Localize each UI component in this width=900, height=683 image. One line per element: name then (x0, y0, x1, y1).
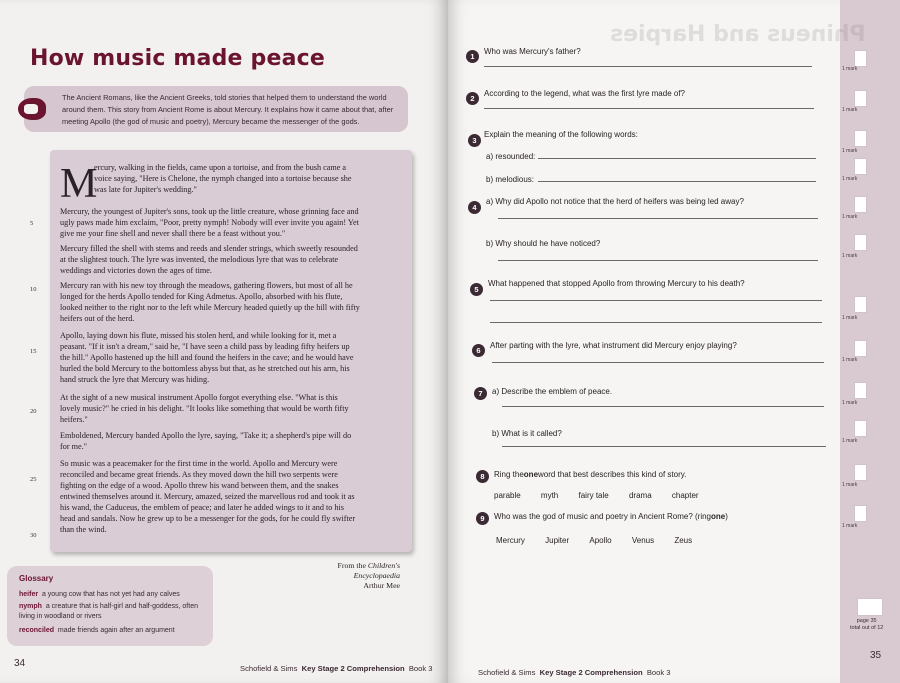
answer-line[interactable] (490, 322, 822, 323)
option-word[interactable]: parable (494, 491, 521, 500)
page-number: 34 (14, 658, 26, 669)
footer (478, 668, 671, 677)
page-number: 35 (870, 650, 882, 661)
mark-column (840, 0, 900, 683)
line-number: 30 (30, 532, 37, 539)
footer-book: Book 3 (646, 668, 671, 677)
total-page: page 35 (856, 618, 877, 624)
mark-box[interactable] (854, 196, 867, 213)
footer (240, 664, 433, 673)
question-9 (494, 512, 728, 521)
mark-label: 1 mark (842, 438, 858, 444)
answer-line[interactable] (538, 158, 816, 159)
option-word[interactable]: Apollo (589, 536, 612, 545)
mark-box[interactable] (854, 420, 867, 437)
question-text: Who was Mercury's father? (484, 47, 581, 56)
mark-label: 1 mark (842, 315, 858, 321)
mark-box[interactable] (854, 382, 867, 399)
page-title: How music made peace (30, 46, 326, 71)
mark-label: 1 mark (842, 148, 858, 154)
question-number: 6 (472, 344, 485, 357)
source-credit (290, 561, 400, 591)
question-number: 9 (476, 512, 489, 525)
question-text: word that best describes this kind of story. (538, 470, 687, 479)
option-word[interactable]: Zeus (674, 536, 693, 545)
question-emphasis: one (523, 470, 539, 479)
option-word[interactable]: Jupiter (545, 536, 570, 545)
footer-series: Key Stage 2 Comprehension (539, 668, 643, 677)
mark-label: 1 mark (842, 214, 858, 220)
mark-label: 1 mark (842, 482, 858, 488)
intro-text: The Ancient Romans, like the Ancient Greeks, told stories that helped them to understand the world around them. This story from Ancient Rome is about Mercury. It explains how it came about that, after meeting Apollo (the god of music and poetry), Mercury became the messenger of the gods. (62, 93, 394, 126)
answer-line[interactable] (498, 260, 818, 261)
answer-line[interactable] (498, 218, 818, 219)
mark-label: 1 mark (842, 253, 858, 259)
total-label (850, 618, 883, 632)
footer-book: Book 3 (408, 664, 433, 673)
intro-box (24, 86, 408, 132)
question-8 (494, 470, 686, 479)
answer-line[interactable] (502, 446, 826, 447)
mark-label: 1 mark (842, 66, 858, 72)
answer-line[interactable] (484, 66, 812, 67)
answer-line[interactable] (538, 181, 816, 182)
question-text: According to the legend, what was the first lyre made of? (484, 89, 685, 98)
question-emphasis: one (711, 512, 726, 521)
mark-box[interactable] (854, 464, 867, 481)
mark-label: 1 mark (842, 523, 858, 529)
drop-cap: M (60, 161, 98, 207)
show-through-heading: Phineus and Harpies (610, 22, 866, 47)
line-number: 10 (30, 286, 37, 293)
source-prefix: From the (337, 561, 368, 570)
mark-box[interactable] (854, 505, 867, 522)
question-7b: b) What is it called? (492, 429, 562, 438)
glossary-definition: a creature that is half-girl and half-goddess, often living in woodland or rivers (19, 603, 198, 620)
option-word[interactable]: myth (540, 491, 559, 500)
mark-box[interactable] (854, 158, 867, 175)
option-word[interactable]: chapter (671, 491, 699, 500)
glossary-definition: made friends again after an argument (57, 627, 175, 634)
story-paragraph: Mercury ran with his new toy through the meadows, gathering flowers, but most of all he longed for the herds Apollo tended for King Admetus. Apollo, absorbed with his flute, looked neither to the right nor to the left while Mercury headed quietly up the hill with fifty heifers out of the herd. (60, 281, 360, 323)
question-number: 8 (476, 470, 489, 483)
line-number: 15 (30, 348, 37, 355)
lyre-icon (18, 98, 46, 120)
story-panel (30, 150, 412, 552)
source-author: Arthur Mee (363, 581, 400, 590)
answer-line[interactable] (484, 108, 814, 109)
story-paragraph: Emboldened, Mercury handed Apollo the lyre, saying, "Take it; a shepherd's pipe will do for me." (60, 431, 352, 451)
glossary-item (19, 590, 209, 600)
left-page (0, 0, 448, 683)
question-3b: b) melodious: (486, 175, 535, 184)
answer-line[interactable] (502, 406, 824, 407)
glossary-term: heifer (19, 591, 39, 598)
footer-publisher: Schofield & Sims (240, 664, 298, 673)
mark-box[interactable] (854, 50, 867, 67)
option-word[interactable]: drama (628, 491, 652, 500)
mark-label: 1 mark (842, 107, 858, 113)
question-4b: b) Why should he have noticed? (486, 239, 601, 248)
story-paragraph: Mercury filled the shell with stems and reeds and slender strings, which sweetly resounded at the slightest touch. The lyre was invented, the melodious lyre that was to celebrate weddings and victories down the ages of time. (60, 244, 358, 275)
option-word[interactable]: Mercury (496, 536, 525, 545)
option-word[interactable]: fairy tale (578, 491, 609, 500)
question-text: Explain the meaning of the following words: (484, 130, 638, 139)
story-paragraph: At the sight of a new musical instrument Apollo forgot everything else. "What is this lovely music?" he cried in his delight. "It looks like something that would be worth fifty heifers." (60, 393, 349, 424)
total-text: total out of 12 (850, 625, 884, 631)
question-number: 2 (466, 92, 479, 105)
question-number: 7 (474, 387, 487, 400)
glossary-item (19, 602, 209, 622)
mark-box[interactable] (854, 130, 867, 147)
glossary-item (19, 626, 209, 636)
glossary-title: Glossary (19, 574, 54, 583)
source-title: Children's Encyclopaedia (353, 561, 400, 580)
question-3a: a) resounded: (486, 152, 536, 161)
mark-box[interactable] (854, 90, 867, 107)
mark-label: 1 mark (842, 357, 858, 363)
question-number: 5 (470, 283, 483, 296)
glossary-box (7, 566, 213, 646)
line-number: 25 (30, 476, 37, 483)
question-7a: a) Describe the emblem of peace. (492, 387, 613, 396)
mark-box[interactable] (854, 296, 867, 313)
glossary-definition: a young cow that has not yet had any calves (41, 591, 180, 598)
option-word[interactable]: Venus (631, 536, 655, 545)
question-text: Who was the god of music and poetry in Ancient Rome? (ring (494, 512, 711, 521)
question-number: 3 (468, 134, 481, 147)
footer-publisher: Schofield & Sims (478, 668, 536, 677)
story-paragraph: Apollo, laying down his flute, missed his stolen herd, and while looking for it, met a peasant. "If it isn't a dream," said he, "I have seen a child pass by leading fifty heifers up the hill." Apollo hastened up the hill and found the heifers in the cave; and he would have hurled the bold Mercury to the bottomless abyss but that, as he stretched out his arm, his hand struck the lyre that Mercury was hiding. (60, 331, 354, 384)
glossary-term: reconciled (19, 627, 55, 634)
question-text: After parting with the lyre, what instrument did Mercury enjoy playing? (490, 341, 737, 350)
story-paragraph: ercury, walking in the fields, came upon a tortoise, and from the bush came a voice saying, "Here is Chelone, the nymph changed into a tortoise because she was late for Jupiter's wedding." (94, 163, 352, 194)
question-text: ) (725, 512, 728, 521)
mark-label: 1 mark (842, 176, 858, 182)
story-paragraph: Mercury, the youngest of Jupiter's sons, took up the little creature, whose grinning face and ugly paws made him exclaim, "Poor, pretty nymph! Nobody will ever invite you again! Yet give me your fine shell and never shall there be a feast without you." (60, 207, 359, 238)
total-box[interactable] (857, 598, 883, 616)
story-paragraph: So music was a peacemaker for the first time in the world. Apollo and Mercury were reconciled and became great friends. As they moved down the hill two serpents were fighting on the edge of a wood. Apollo threw his wand between them, and the snakes entwined themselves around it. Mercury, amazed, seized the marvellous rod and took it as his wand, the Caduceus, the emblem of peace; and later he added wings to it and to his head and sandals. Now he grew up to be a messenger for the gods, for he could fly swifter than the wind. (60, 459, 356, 534)
question-number: 1 (466, 50, 479, 63)
question-text: What happened that stopped Apollo from throwing Mercury to his death? (488, 279, 745, 288)
glossary-term: nymph (19, 603, 42, 610)
line-number: 20 (30, 408, 37, 415)
question-text: Ring the (494, 470, 524, 479)
option-list (494, 491, 717, 500)
line-number: 5 (30, 220, 34, 227)
footer-series: Key Stage 2 Comprehension (301, 664, 405, 673)
mark-box[interactable] (854, 340, 867, 357)
question-4a: a) Why did Apollo not notice that the herd of heifers was being led away? (486, 197, 744, 206)
mark-box[interactable] (854, 234, 867, 251)
option-list (496, 536, 710, 545)
mark-label: 1 mark (842, 400, 858, 406)
answer-line[interactable] (490, 300, 822, 301)
answer-line[interactable] (492, 362, 824, 363)
question-number: 4 (468, 201, 481, 214)
